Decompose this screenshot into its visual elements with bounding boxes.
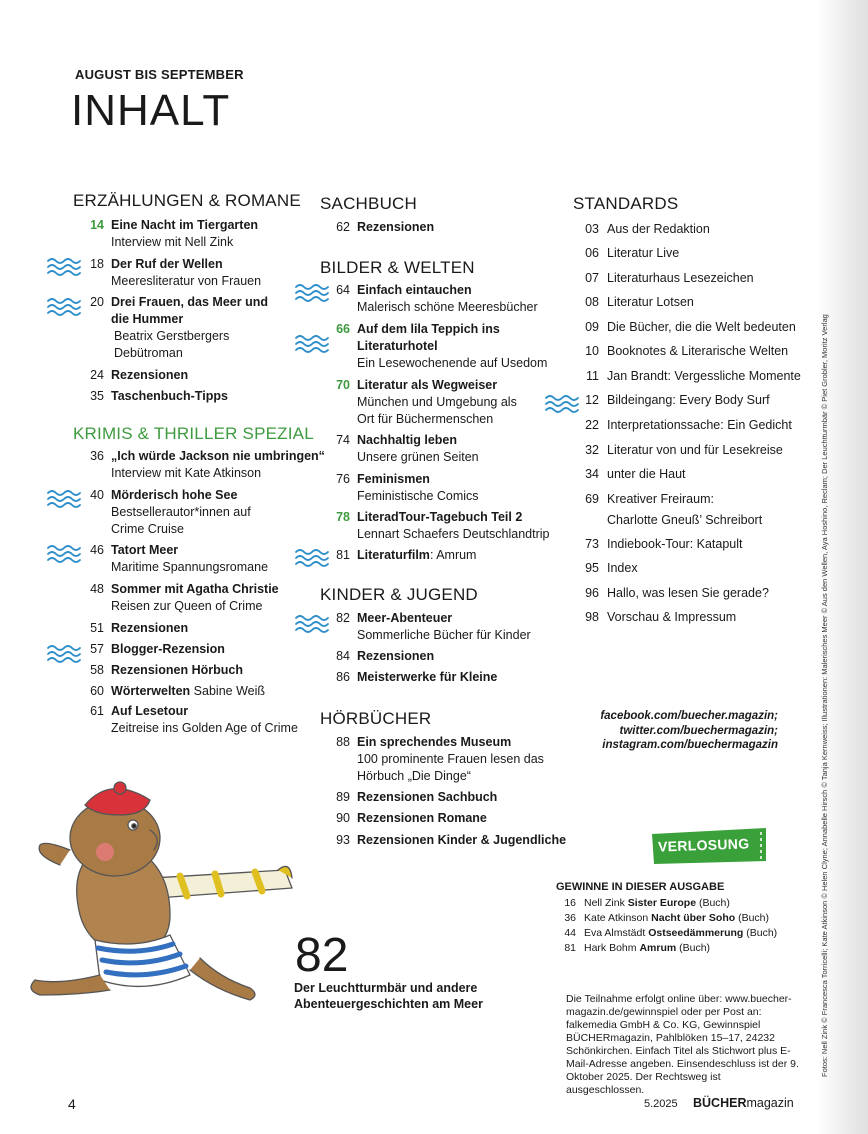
photo-credits: Fotos: Nell Zink © Francesca Torricelli; Kate Atkinson © Helen Clyne; Annabelle Hirsch © Tanja Kernweiss; Illustrationen: Malerisches Meer © Aus den Wellen, Aya Hoshino, Reclam; Der Leuchtturmbär © Piet Grobler, Moritz Verlag [820,314,829,1077]
page-number: 06 [585,246,599,260]
entry-subtitle: Zeitreise ins Golden Age of Crime [111,721,298,735]
page-number: 88 [336,735,350,749]
prize-title: Nacht über Soho [651,912,736,924]
facebook-link[interactable]: facebook.com/buecher.magazin; [600,710,778,722]
entry-subtitle: Sommerliche Bücher für Kinder [357,628,531,642]
giveaway-item [556,897,730,909]
entry-subtitle: Bestsellerautor*innen auf [111,505,251,519]
page-number: 84 [336,649,350,663]
entry-title: Taschenbuch-Tipps [111,389,228,403]
entry-title: „Ich würde Jackson nie umbringen“ [111,449,325,463]
section-heading-bilder: BILDER & WELTEN [320,258,475,277]
page-number: 22 [585,418,599,432]
page-number: 89 [336,790,350,804]
entry-title: Booknotes & Literarische Welten [607,344,789,358]
entry-title: Jan Brandt: Vergessliche Momente [607,369,801,383]
page-number: 66 [336,322,350,336]
page-number: 10 [585,344,599,358]
page-number: 76 [336,472,350,486]
entry-title: Rezensionen [111,621,189,635]
entry-title: Wörterwelten [111,684,191,698]
entry-title: Rezensionen Kinder & Jugendliche [357,833,567,847]
page-number: 46 [90,543,104,557]
wave-icon [46,488,82,510]
wave-icon [46,256,82,278]
page-number: 95 [585,561,599,575]
page-number: 07 [585,271,599,285]
entry-subtitle: Meeresliteratur von Frauen [111,274,262,288]
entry-subtitle: Interview mit Nell Zink [111,235,234,249]
entry-title: Literaturhaus Lesezeichen [607,271,754,285]
entry-title: Rezensionen Romane [357,811,487,825]
page-number: 61 [90,704,104,718]
entry-title: Mörderisch hohe See [111,488,238,502]
page-number: 24 [90,368,104,382]
entry-subtitle: Interview mit Kate Atkinson [111,466,262,480]
feature-page-number: 82 [295,929,349,982]
page-number: 35 [90,389,104,403]
verlosung-badge [650,828,768,864]
page-number: 14 [90,218,104,232]
entry-title: Auf dem lila Teppich ins [357,322,500,336]
entry-subtitle: Lennart Schaefers Deutschlandtrip [357,527,550,541]
entry-title: Charlotte Gneuß’ Schreibort [607,513,763,527]
entry-title: Einfach eintauchen [357,283,472,297]
wave-icon [294,613,330,635]
page-number: 48 [90,582,104,596]
page-number: 18 [90,257,104,271]
page-number: 11 [586,369,599,383]
entry-subtitle: Ort für Büchermenschen [357,412,494,426]
prize-type: (Buch) [746,927,778,939]
page-number: 40 [90,488,104,502]
page-number: 62 [336,220,350,234]
social-links [560,709,778,753]
page-number: 36 [564,912,576,924]
wave-icon [46,643,82,665]
entry-title: Nachhaltig leben [357,433,458,447]
page-number: 34 [585,467,599,481]
entry-subtitle: Feministische Comics [357,489,479,503]
prize-author: Hark Bohm [584,942,637,954]
issue-label: 5.2025 [644,1098,678,1110]
entry-title: unter die Haut [607,467,686,481]
page-number: 98 [585,610,599,624]
wave-icon [46,543,82,565]
entry-title: Literaturfilm [357,548,430,562]
giveaway-item [556,942,710,954]
page-number-footer: 4 [68,1096,76,1112]
page-number: 20 [90,295,104,309]
feature-caption[interactable] [294,980,483,1012]
entry-title: LiteradTour-Tagebuch Teil 2 [357,510,523,524]
issue-kicker: AUGUST BIS SEPTEMBER [75,67,244,82]
page-number: 70 [336,378,350,392]
entry-title: Drei Frauen, das Meer und [111,295,268,309]
logo-bold: BÜCHER [693,1096,747,1110]
wave-icon [294,282,330,304]
entry-title: Der Ruf der Wellen [111,257,223,271]
entry-title: Kreativer Freiraum: [607,492,714,506]
entry-subtitle: 100 prominente Frauen lesen das [357,752,544,766]
entry-title: Index [607,561,638,575]
page-number: 08 [585,295,599,309]
page-number: 03 [585,222,599,236]
prize-type: (Buch) [698,897,730,909]
entry-subtitle: Hörbuch „Die Dinge“ [357,769,471,783]
entry-title: Aus der Redaktion [607,222,710,236]
bear-illustration [0,770,300,1030]
page-number: 73 [585,537,599,551]
entry-author: Sabine Weiß [193,684,266,698]
wave-icon [544,393,580,415]
entry-title: Bildeingang: Every Body Surf [607,393,770,407]
entry-subtitle: Crime Cruise [111,522,184,536]
page-number: 78 [336,510,350,524]
prize-type: (Buch) [679,942,711,954]
entry-title: Rezensionen Sachbuch [357,790,498,804]
section-heading-sachbuch: SACHBUCH [320,194,418,213]
page-number: 69 [585,492,599,506]
entry-title: Literatur Live [607,246,680,260]
magazine-logo [693,1096,794,1110]
prize-title: Amrum [639,942,677,954]
page-number: 09 [585,320,599,334]
entry-title: Feminismen [357,472,430,486]
entry-title: Auf Lesetour [111,704,189,718]
entry-subtitle: Maritime Spannungsromane [111,560,269,574]
entry-title: Literaturhotel [357,339,438,353]
page-number: 93 [336,833,350,847]
page-number: 81 [336,548,350,562]
wave-icon [294,333,330,355]
prize-author: Eva Almstädt [584,927,646,939]
section-heading-standards: STANDARDS [573,194,679,213]
entry-title: Interpretationssache: Ein Gedicht [607,418,792,432]
entry-title: Meer-Abenteuer [357,611,453,625]
instagram-link[interactable]: instagram.com/buechermagazin [602,739,778,751]
prize-author: Kate Atkinson [584,912,649,924]
giveaway-terms: Die Teilnahme erfolgt online über: www.buecher-magazin.de/gewinnspiel oder per Post an: falkemedia GmbH & Co. KG, Gewinnspiel BÜCHERmagazin, Pahlblöken 15–17, 24232 Schönkirchen. Einfach Titel als Stichwort plus E-Mail-Adresse angeben. Einsendeschluss ist der 9. Oktober 2025. Der Rechtsweg ist ausgeschlossen. [566,993,799,1096]
entry-subtitle: Beatrix Gerstbergers [114,329,230,343]
entry-subtitle: Malerisch schöne Meeresbücher [357,300,538,314]
entry-title: Indiebook-Tour: Katapult [607,537,743,551]
prize-author: Nell Zink [584,897,625,909]
entry-subtitle: Reisen zur Queen of Crime [111,599,263,613]
entry-title: Sommer mit Agatha Christie [111,582,279,596]
section-heading-krimis: KRIMIS & THRILLER SPEZIAL [73,424,314,443]
feature-caption-line: Der Leuchtturmbär und andere [294,981,478,995]
giveaway-heading: GEWINNE IN DIESER AUSGABE [556,881,725,893]
section-heading-kinder: KINDER & JUGEND [320,585,478,604]
logo-rest: magazin [746,1096,794,1110]
entry-title: Literatur Lotsen [607,295,694,309]
entry-title: Literatur von und für Lesekreise [607,443,783,457]
entry-title: Rezensionen [357,649,435,663]
twitter-link[interactable]: twitter.com/buechermagazin; [619,724,778,737]
entry-title: Tatort Meer [111,543,179,557]
page-number: 82 [336,611,350,625]
page-number: 16 [564,897,576,909]
wave-icon [46,296,82,318]
page-title: INHALT [71,86,231,135]
page-number: 44 [564,927,576,939]
entry-title: Eine Nacht im Tiergarten [111,218,259,232]
entry-title: Meisterwerke für Kleine [357,670,498,684]
page-number: 57 [90,642,104,656]
page-number: 74 [336,433,350,447]
feature-caption-line: Abenteuergeschichten am Meer [294,997,483,1011]
entry-subtitle: Debütroman [114,346,183,360]
section-heading-erzaehlungen: ERZÄHLUNGEN & ROMANE [73,191,301,210]
giveaway-item [556,912,769,924]
entry-title: Rezensionen [111,368,189,382]
page-number: 86 [336,670,350,684]
entry-subtitle: : Amrum [429,548,477,562]
badge-label: VERLOSUNG [657,835,750,855]
entry-title: Hallo, was lesen Sie gerade? [607,586,769,600]
entry-title: Rezensionen Hörbuch [111,663,243,677]
prize-title: Sister Europe [627,897,697,909]
page-number: 96 [585,586,599,600]
entry-subtitle: Ein Lesewochenende auf Usedom [357,356,548,370]
page-number: 64 [336,283,350,297]
entry-title: Vorschau & Impressum [607,610,737,624]
entry-subtitle: München und Umgebung als [357,395,517,409]
prize-title: Ostseedämmerung [648,927,744,939]
page-number: 58 [90,663,104,677]
entry-title: Literatur als Wegweiser [357,378,498,392]
entry-title: die Hummer [111,312,184,326]
entry-title: Die Bücher, die die Welt bedeuten [607,320,796,334]
page-number: 36 [90,449,104,463]
entry-title: Blogger-Rezension [111,642,225,656]
section-heading-hoerbuecher: HÖRBÜCHER [320,709,432,728]
giveaway-item [556,927,777,939]
page-number: 90 [336,811,350,825]
page-number: 32 [585,443,599,457]
prize-type: (Buch) [738,912,770,924]
entry-title: Ein sprechendes Museum [357,735,512,749]
page-number: 12 [585,393,599,407]
page-number: 60 [90,684,104,698]
page-number: 51 [90,621,104,635]
page-number: 81 [564,942,576,954]
wave-icon [294,547,330,569]
entry-title: Rezensionen [357,220,435,234]
entry-subtitle: Unsere grünen Seiten [357,450,479,464]
